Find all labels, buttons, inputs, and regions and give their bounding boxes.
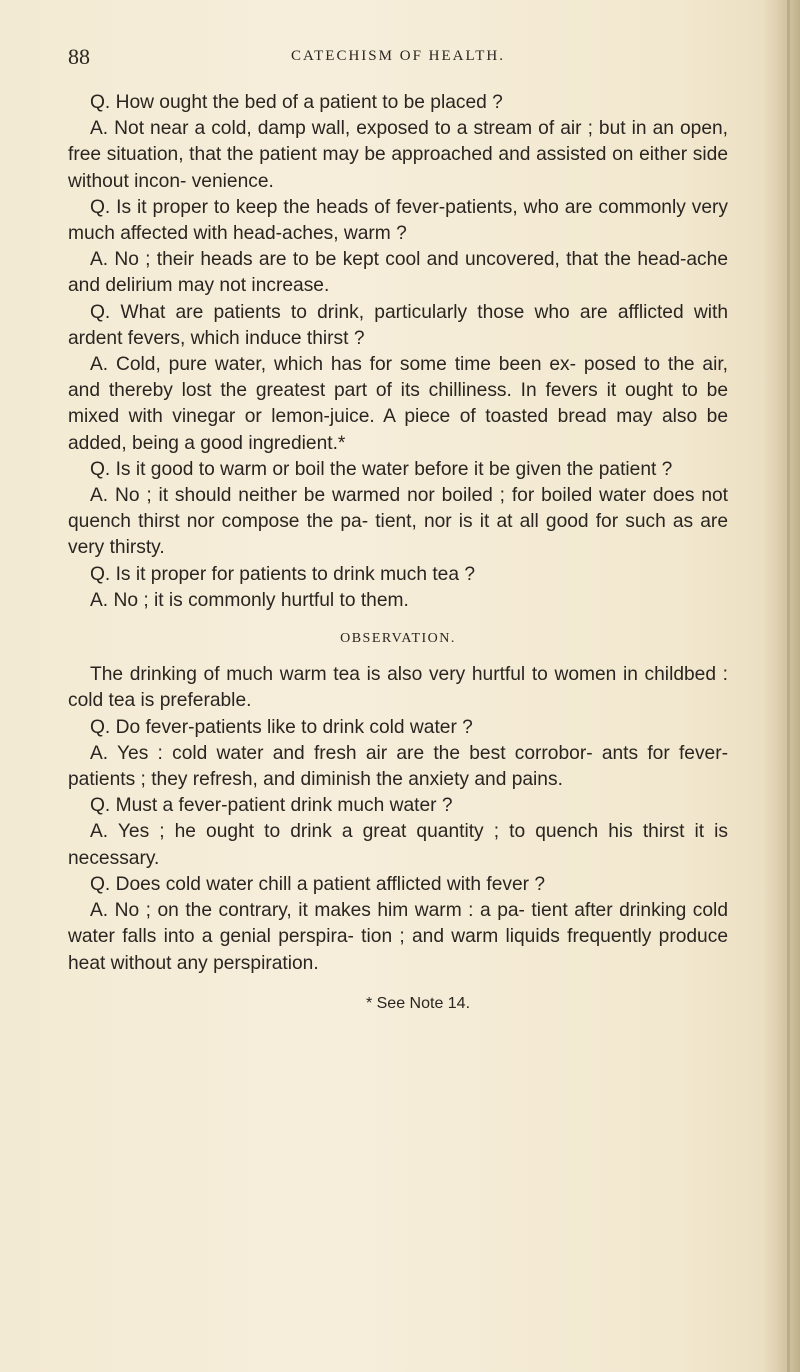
paragraph: Q. Is it good to warm or boil the water before it be given the patient ? (90, 458, 673, 480)
paragraph: Q. How ought the bed of a patient to be placed ? (90, 92, 503, 113)
paragraph: Q. Do fever-patients like to drink cold water ? (90, 716, 473, 738)
paragraph: Q. Is it proper for patients to drink much tea ? (90, 563, 475, 585)
page-header (68, 44, 728, 74)
running-head: CATECHISM OF HEALTH. (290, 48, 506, 64)
paragraph: A. No ; it is commonly hurtful to them. (90, 589, 409, 611)
paragraph: Q. What are patients to drink, particularly those who are afflicted with ardent fevers, which induce thirst ? (68, 301, 728, 349)
paragraph: A. No ; on the contrary, it makes him warm : a pa- tient after drinking cold water falls into a genial perspira- tion ; and warm liquids frequently produce heat without any perspiration. (68, 900, 728, 974)
page-edge-line (787, 0, 790, 1372)
page-edge (762, 0, 800, 1372)
paragraph: A. Yes ; he ought to drink a great quantity ; to quench his thirst it is necessary. (68, 821, 728, 869)
paragraph: A. Cold, pure water, which has for some time been ex- posed to the air, and thereby lost the greatest part of its chilliness. In fevers it ought to be mixed with vinegar or lemon-juice. A piece of toasted bread may also be added, being a good ingredient.* (68, 354, 728, 454)
paragraph: A. No ; it should neither be warmed nor boiled ; for boiled water does not quench thirst nor compose the pa- tient, nor is it at all good for such as are very thirsty. (68, 485, 728, 559)
observation-heading: OBSERVATION. (340, 631, 456, 647)
paragraph: A. Yes : cold water and fresh air are the best corrobor- ants for fever-patients ; they refresh, and diminish the anxiety and pains. (68, 742, 728, 791)
paragraph: The drinking of much warm tea is also very hurtful to women in childbed : cold tea is preferable. (68, 664, 728, 712)
paragraph: Q. Must a fever-patient drink much water ? (90, 795, 453, 817)
page-number: 88 (68, 44, 90, 69)
page-body (68, 90, 728, 1017)
footnote: * See Note 14. (365, 994, 471, 1012)
paragraph: A. Not near a cold, damp wall, exposed to a stream of air ; but in an open, free situation, that the patient may be approached and assisted on either side without incon- venience. (68, 118, 728, 192)
paragraph: A. No ; their heads are to be kept cool and uncovered, that the head-ache and delirium may not increase. (68, 249, 728, 297)
paragraph: Q. Is it proper to keep the heads of fever-patients, who are commonly very much affected with head-aches, warm ? (68, 196, 728, 245)
paragraph: Q. Does cold water chill a patient afflicted with fever ? (90, 873, 546, 895)
